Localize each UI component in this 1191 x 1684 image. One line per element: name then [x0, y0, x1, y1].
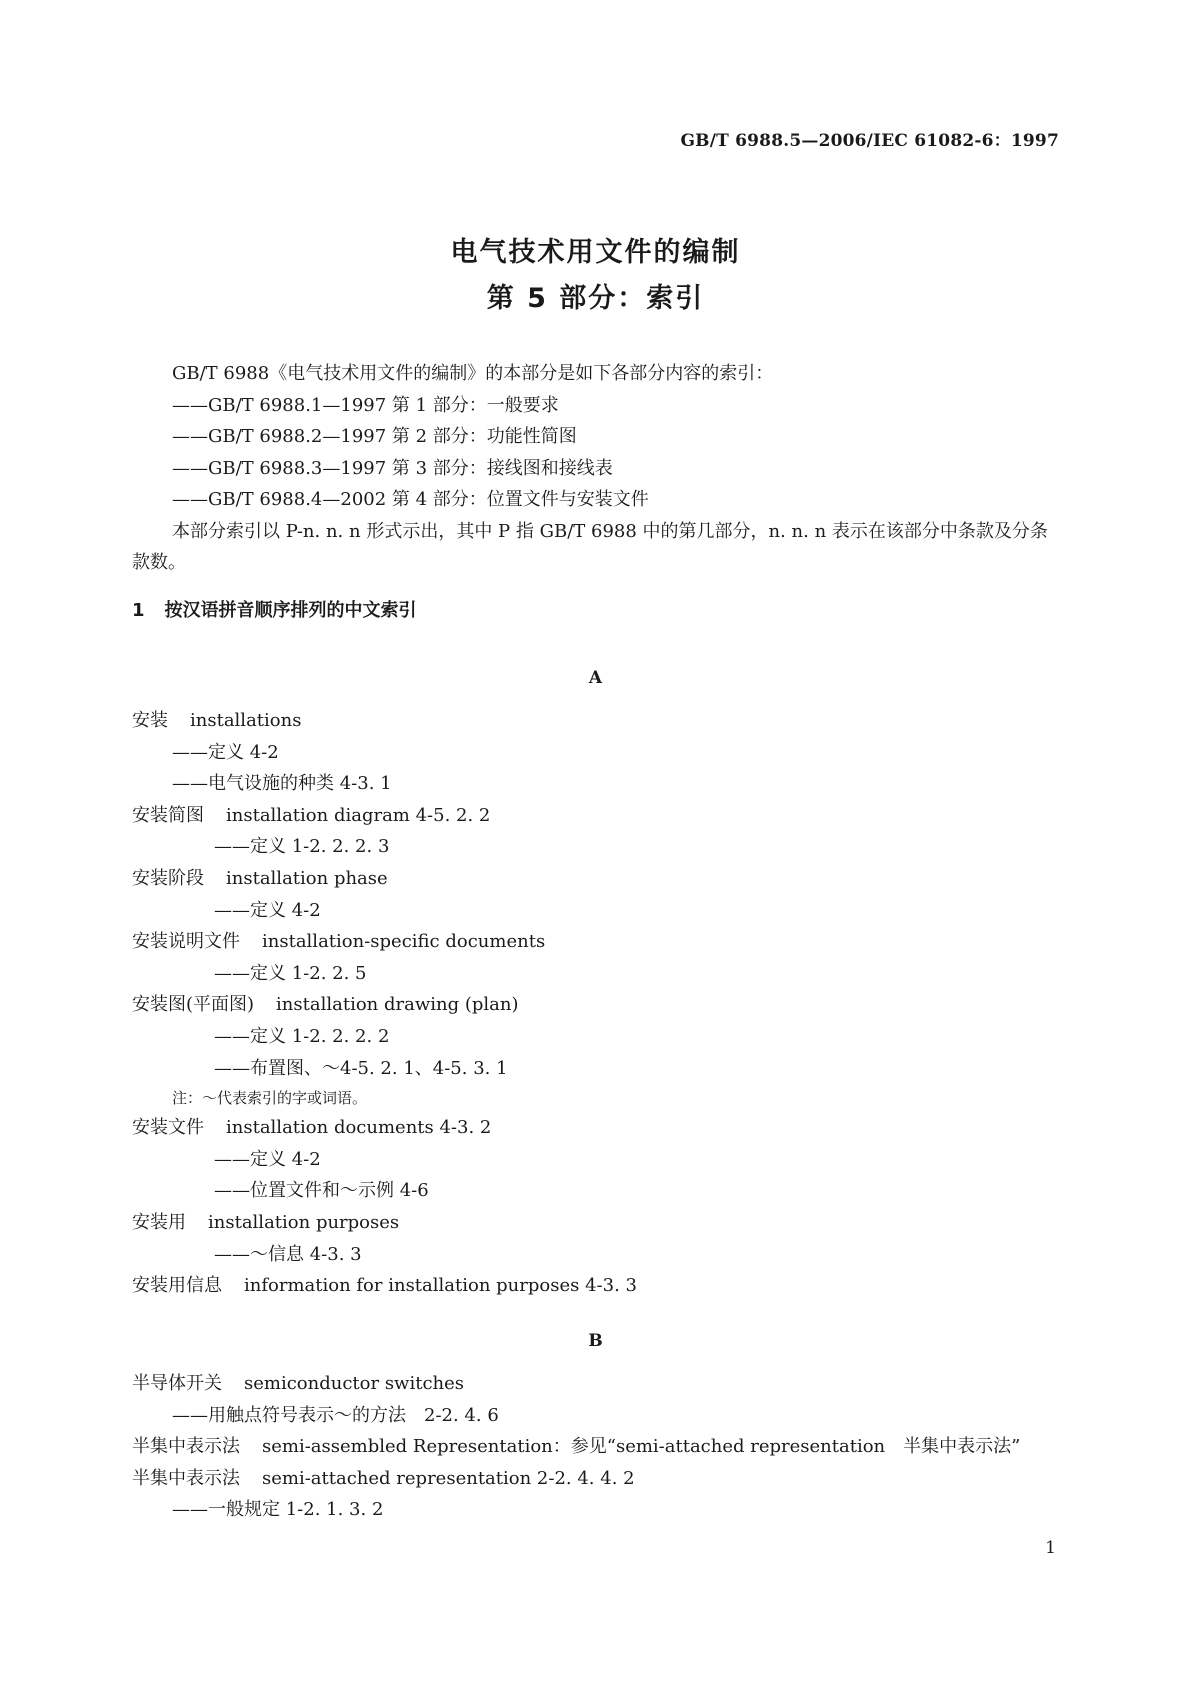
- entry-chinese-term: 安装用信息: [132, 1275, 222, 1297]
- index-letter-b: B: [588, 1331, 603, 1351]
- index-entry: [132, 926, 1072, 958]
- standard-code: GB/T 6988.5—2006/IEC 61082-6：1997: [680, 131, 1059, 151]
- entry-chinese-term: 安装用: [132, 1211, 186, 1233]
- index-entry: [132, 1270, 1072, 1302]
- entry-chinese-term: 半集中表示法: [132, 1467, 240, 1489]
- entry-english-term: installation-specific documents: [262, 931, 546, 953]
- index-subentry: ——定义 4-2: [214, 1148, 321, 1170]
- index-letter-a: A: [588, 668, 603, 688]
- intro-part-item: ——GB/T 6988.1—1997 第 1 部分：一般要求: [172, 394, 559, 416]
- index-subentry: ——～信息 4-3. 3: [214, 1243, 362, 1265]
- intro-explanation: 本部分索引以 P-n. n. n 形式示出，其中 P 指 GB/T 6988 中的第几部分，n. n. n 表示在该部分中条款及分条款数。: [132, 520, 1048, 573]
- index-entry: [132, 1112, 1072, 1144]
- section-heading: [132, 596, 417, 622]
- index-entry: [132, 989, 1072, 1021]
- entry-english-term: installations: [190, 710, 302, 731]
- index-subentry: ——定义 4-2: [172, 741, 279, 763]
- section-number: 1: [132, 600, 145, 621]
- entry-chinese-term: 安装简图: [132, 804, 204, 826]
- entry-english-term: installation phase: [226, 867, 388, 889]
- index-subentry: ——电气设施的种类 4-3. 1: [172, 773, 392, 795]
- introduction: [132, 358, 1060, 579]
- document-title: 电气技术用文件的编制: [450, 237, 741, 268]
- entry-chinese-term: 安装: [132, 710, 168, 731]
- entry-chinese-term: 安装图(平面图): [132, 994, 255, 1016]
- index-subentry: ——定义 1-2. 2. 5: [214, 962, 367, 984]
- document-subtitle: 第 5 部分：索引: [486, 283, 705, 314]
- index-group-a: [132, 705, 1072, 1302]
- entry-chinese-term: 安装说明文件: [132, 931, 240, 953]
- entry-english-term: semi-assembled Representation：参见“semi-attached representation 半集中表示法”: [262, 1436, 1021, 1458]
- index-subentry: ——用触点符号表示～的方法 2-2. 4. 6: [172, 1404, 499, 1426]
- index-entry: [132, 1207, 1072, 1239]
- page-number: 1: [1045, 1538, 1056, 1558]
- index-entry: [132, 863, 1072, 895]
- index-entry: [132, 1368, 1072, 1400]
- entry-english-term: semiconductor switches: [244, 1373, 465, 1394]
- index-entry: [132, 705, 1072, 737]
- index-entry: [132, 1463, 1072, 1495]
- index-subentry: ——位置文件和～示例 4-6: [214, 1180, 429, 1202]
- entry-chinese-term: 安装文件: [132, 1117, 204, 1139]
- index-group-b: [132, 1368, 1072, 1526]
- index-subentry: ——布置图、～4-5. 2. 1、4-5. 3. 1: [214, 1057, 508, 1079]
- intro-part-item: ——GB/T 6988.3—1997 第 3 部分：接线图和接线表: [172, 457, 613, 479]
- intro-part-item: ——GB/T 6988.2—1997 第 2 部分：功能性简图: [172, 426, 577, 447]
- intro-part-item: ——GB/T 6988.4—2002 第 4 部分：位置文件与安装文件: [172, 489, 649, 510]
- index-subentry: ——定义 1-2. 2. 2. 3: [214, 836, 390, 858]
- entry-chinese-term: 安装阶段: [132, 867, 204, 889]
- entry-english-term: installation drawing (plan): [276, 994, 519, 1016]
- intro-paragraph: GB/T 6988《电气技术用文件的编制》的本部分是如下各部分内容的索引：: [172, 363, 774, 384]
- index-subentry: ——定义 1-2. 2. 2. 2: [214, 1025, 390, 1047]
- entry-english-term: installation purposes: [208, 1211, 400, 1233]
- index-entry: [132, 1431, 1072, 1463]
- index-entry: [132, 800, 1072, 832]
- entry-english-term: semi-attached representation 2-2. 4. 4. 2: [262, 1467, 635, 1489]
- index-note: 注：～代表索引的字或词语。: [172, 1089, 368, 1108]
- entry-chinese-term: 半导体开关: [132, 1373, 222, 1394]
- section-title: 按汉语拼音顺序排列的中文索引: [164, 600, 417, 621]
- index-subentry: ——定义 4-2: [214, 899, 321, 921]
- index-subentry: ——一般规定 1-2. 1. 3. 2: [172, 1499, 384, 1521]
- entry-english-term: installation documents 4-3. 2: [226, 1117, 492, 1139]
- entry-english-term: information for installation purposes 4-3. 3: [244, 1275, 637, 1297]
- entry-english-term: installation diagram 4-5. 2. 2: [226, 804, 491, 826]
- entry-chinese-term: 半集中表示法: [132, 1436, 240, 1458]
